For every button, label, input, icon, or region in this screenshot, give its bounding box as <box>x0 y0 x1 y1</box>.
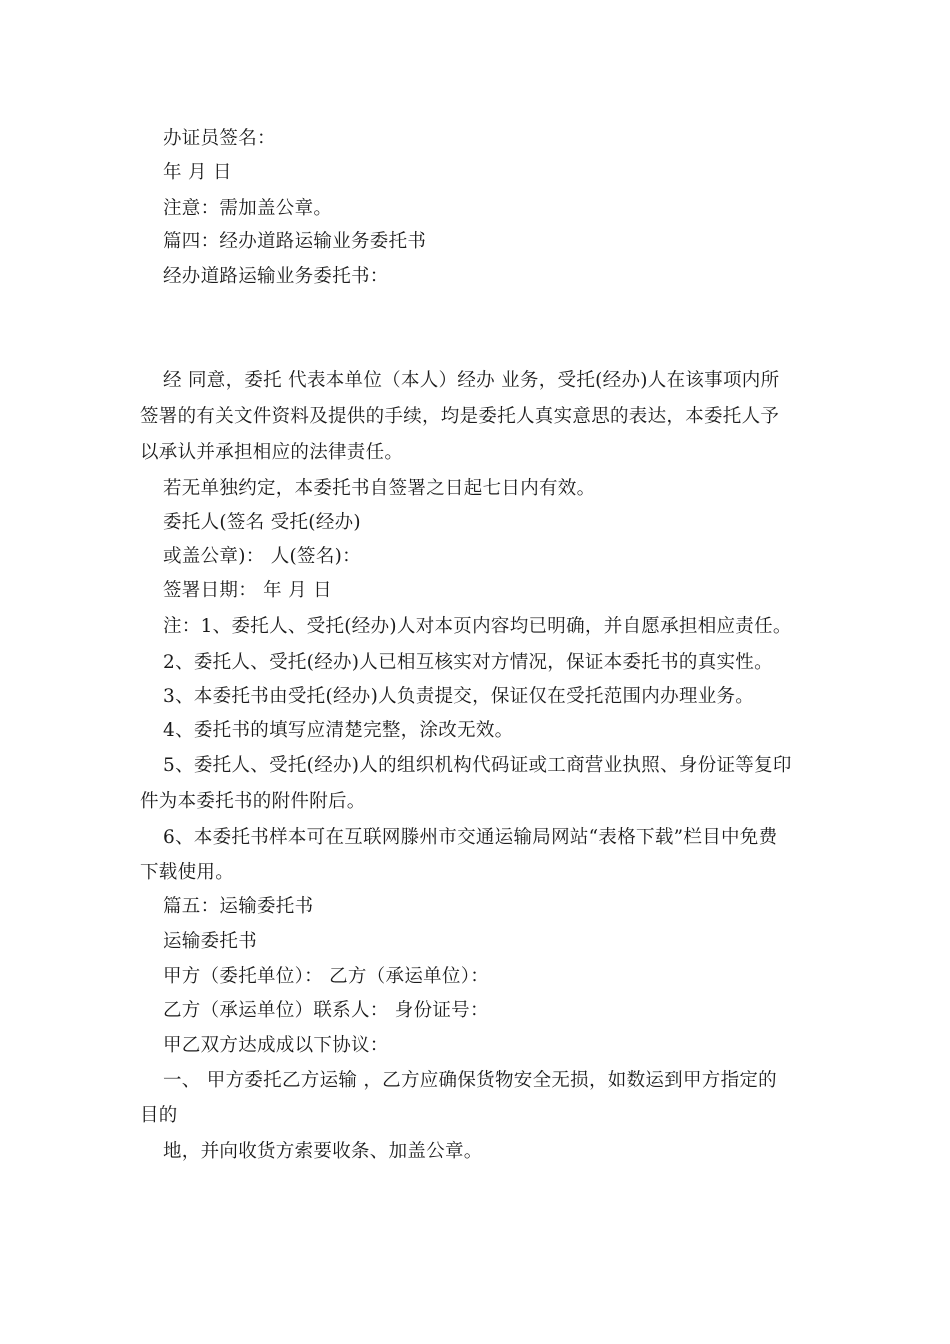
document-title: 经办道路运输业务委托书： <box>163 266 389 287</box>
document-title: 运输委托书 <box>163 931 258 952</box>
party-line: 乙方（承运单位）联系人： 身份证号： <box>163 1000 489 1021</box>
note-item: 5、委托人、受托(经办)人的组织机构代码证或工商营业执照、身份证等复印 <box>163 755 792 776</box>
note-item: 注：1、委托人、受托(经办)人对本页内容均已明确，并自愿承担相应责任。 <box>163 616 792 637</box>
section-heading: 篇四：经办道路运输业务委托书 <box>163 231 427 252</box>
clause-line: 一、 甲方委托乙方运输 ，乙方应确保货物安全无损，如数运到甲方指定的 <box>163 1070 777 1091</box>
clause-line-continued: 地，并向收货方索要收条、加盖公章。 <box>163 1141 483 1162</box>
paragraph-line: 经 同意，委托 代表本单位（本人）经办 业务，受托(经办)人在该事项内所 <box>163 370 780 391</box>
note-item-continued: 件为本委托书的附件附后。 <box>140 791 366 812</box>
note-item: 2、委托人、受托(经办)人已相互核实对方情况，保证本委托书的真实性。 <box>163 652 773 673</box>
paragraph-line: 若无单独约定，本委托书自签署之日起七日内有效。 <box>163 478 596 499</box>
section-heading: 篇五：运输委托书 <box>163 896 314 917</box>
party-line: 甲方（委托单位）： 乙方（承运单位）： <box>163 966 490 987</box>
signature-line: 办证员签名： <box>163 128 276 149</box>
signing-date-line: 签署日期： 年 月 日 <box>163 580 332 601</box>
note-line: 注意：需加盖公章。 <box>163 198 333 219</box>
signature-field-line: 委托人(签名 受托(经办) <box>163 512 361 533</box>
note-item-continued: 下载使用。 <box>140 862 235 883</box>
date-line: 年 月 日 <box>163 162 232 183</box>
agreement-intro: 甲乙双方达成成以下协议： <box>163 1035 389 1056</box>
signature-field-line: 或盖公章)： 人(签名)： <box>163 546 361 567</box>
note-item: 3、本委托书由受托(经办)人负责提交，保证仅在受托范围内办理业务。 <box>163 686 755 707</box>
note-item: 6、本委托书样本可在互联网滕州市交通运输局网站“表格下载”栏目中免费 <box>163 827 778 848</box>
clause-line-continued: 目的 <box>140 1105 178 1126</box>
note-item: 4、委托书的填写应清楚完整，涂改无效。 <box>163 720 514 741</box>
paragraph-line: 签署的有关文件资料及提供的手续，均是委托人真实意思的表达，本委托人予 <box>140 406 780 427</box>
paragraph-line: 以承认并承担相应的法律责任。 <box>140 442 404 463</box>
